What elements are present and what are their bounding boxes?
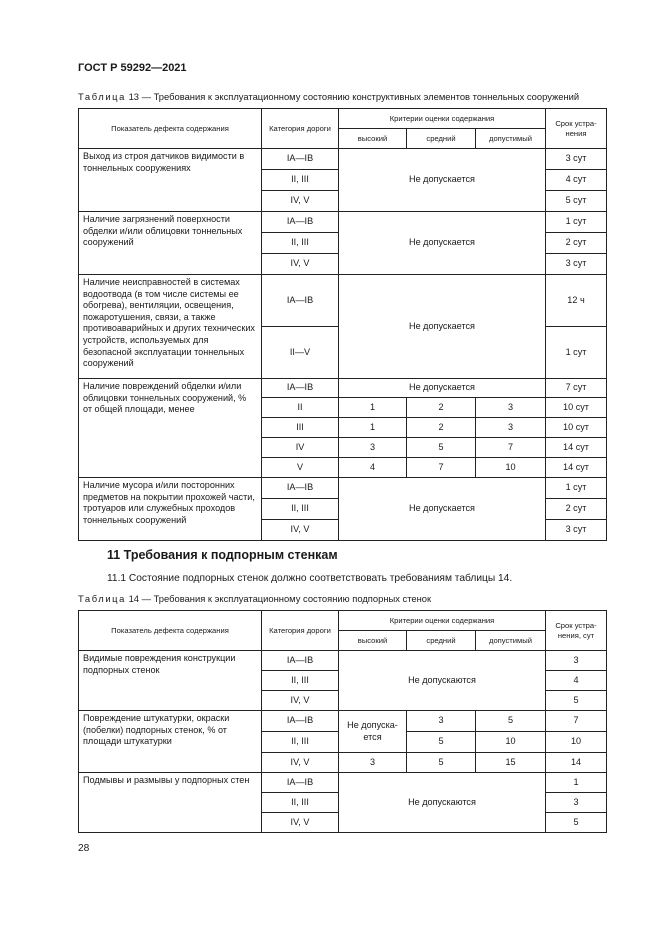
category-cell: III [262, 418, 339, 438]
acceptable-cell: 5 [476, 711, 546, 732]
term-cell: 5 [546, 813, 607, 833]
term-cell: 10 сут [546, 398, 607, 418]
table-row [79, 212, 607, 233]
table-row [79, 651, 607, 671]
header-term: Срок устра-нения, сут [546, 611, 607, 651]
term-cell: 7 сут [546, 379, 607, 398]
table-row [79, 275, 607, 327]
term-cell: 2 сут [546, 233, 607, 254]
category-cell: II [262, 398, 339, 418]
header-criteria: Критерии оценки содержания [339, 611, 546, 631]
medium-cell: 2 [407, 398, 476, 418]
merged-high-cell: Не допуска-ется [339, 711, 407, 753]
term-cell: 1 сут [546, 212, 607, 233]
table-14-caption [78, 593, 431, 604]
category-cell: II, III [262, 793, 339, 813]
defect-name: Выход из строя датчиков видимости в тоннельных сооружениях [79, 149, 262, 212]
category-cell: II, III [262, 732, 339, 753]
category-cell: II, III [262, 671, 339, 691]
header-defect: Показатель дефекта содержания [79, 611, 262, 651]
header-medium: средний [407, 129, 476, 149]
medium-cell: 5 [407, 732, 476, 753]
high-cell: 3 [339, 438, 407, 458]
category-cell: II—V [262, 327, 339, 379]
acceptable-cell: 3 [476, 398, 546, 418]
header-category: Категория дороги [262, 611, 339, 651]
term-cell: 4 [546, 671, 607, 691]
table-row [79, 478, 607, 499]
term-cell: 10 сут [546, 418, 607, 438]
term-cell: 12 ч [546, 275, 607, 327]
category-cell: V [262, 458, 339, 478]
category-cell: II, III [262, 499, 339, 520]
category-cell: IA—IB [262, 275, 339, 327]
caption-label: Таблица [78, 91, 126, 102]
category-cell: IV, V [262, 520, 339, 541]
caption-text: 13 — Требования к эксплуатационному состоянию конструктивных элементов тоннельных сооружений [125, 91, 580, 102]
medium-cell: 2 [407, 418, 476, 438]
category-cell: IV, V [262, 691, 339, 711]
category-cell: IV, V [262, 753, 339, 773]
defect-name: Наличие загрязнений поверхности обделки и/или облицовки тоннельных сооружений [79, 212, 262, 275]
term-cell: 1 сут [546, 327, 607, 379]
defect-name: Видимые повреждения конструкции подпорных стенок [79, 651, 262, 711]
high-cell: 1 [339, 398, 407, 418]
section-title: 11 Требования к подпорным стенкам [107, 548, 338, 562]
merged-criteria-cell: Не допускается [339, 379, 546, 398]
defect-name: Наличие мусора и/или посторонних предметов на покрытии прохожей части, тротуаров или служебных проходов тоннельных сооружений [79, 478, 262, 541]
table-row [79, 149, 607, 170]
high-cell: 1 [339, 418, 407, 438]
category-cell: IV [262, 438, 339, 458]
term-cell: 3 [546, 793, 607, 813]
defect-name: Наличие повреждений обделки и/или облицовки тоннельных сооружений, % от общей площади, менее [79, 379, 262, 478]
acceptable-cell: 10 [476, 732, 546, 753]
acceptable-cell: 7 [476, 438, 546, 458]
term-cell: 5 сут [546, 191, 607, 212]
table-row [79, 711, 607, 732]
table-13-caption [78, 91, 579, 102]
header-acceptable: допустимый [476, 631, 546, 651]
category-cell: IV, V [262, 191, 339, 212]
term-cell: 2 сут [546, 499, 607, 520]
header-medium: средний [407, 631, 476, 651]
term-cell: 1 [546, 773, 607, 793]
header-high: высокий [339, 631, 407, 651]
category-cell: IA—IB [262, 711, 339, 732]
document-code: ГОСТ Р 59292—2021 [78, 62, 187, 74]
term-cell: 5 [546, 691, 607, 711]
medium-cell: 3 [407, 711, 476, 732]
merged-criteria-cell: Не допускаются [339, 651, 546, 711]
merged-criteria-cell: Не допускается [339, 478, 546, 541]
merged-criteria-cell: Не допускается [339, 212, 546, 275]
category-cell: IV, V [262, 254, 339, 275]
merged-criteria-cell: Не допускается [339, 275, 546, 379]
category-cell: IA—IB [262, 212, 339, 233]
medium-cell: 7 [407, 458, 476, 478]
category-cell: IA—IB [262, 651, 339, 671]
section-paragraph: 11.1 Состояние подпорных стенок должно соответствовать требованиям таблицы 14. [107, 573, 513, 584]
high-cell: 3 [339, 753, 407, 773]
table-14 [78, 610, 607, 833]
acceptable-cell: 3 [476, 418, 546, 438]
term-cell: 14 сут [546, 438, 607, 458]
term-cell: 14 сут [546, 458, 607, 478]
header-term: Срок устра-нения [546, 109, 607, 149]
header-category: Категория дороги [262, 109, 339, 149]
acceptable-cell: 15 [476, 753, 546, 773]
caption-label: Таблица [78, 593, 126, 604]
term-cell: 14 [546, 753, 607, 773]
term-cell: 3 сут [546, 254, 607, 275]
page-number: 28 [78, 843, 90, 854]
category-cell: II, III [262, 170, 339, 191]
table-header-row [79, 611, 607, 631]
table-13 [78, 108, 607, 541]
high-cell: 4 [339, 458, 407, 478]
category-cell: IA—IB [262, 773, 339, 793]
header-defect: Показатель дефекта содержания [79, 109, 262, 149]
header-high: высокий [339, 129, 407, 149]
term-cell: 3 сут [546, 149, 607, 170]
category-cell: IA—IB [262, 149, 339, 170]
term-cell: 7 [546, 711, 607, 732]
table-row [79, 379, 607, 398]
term-cell: 3 [546, 651, 607, 671]
header-acceptable: допустимый [476, 129, 546, 149]
table-row [79, 773, 607, 793]
category-cell: II, III [262, 233, 339, 254]
medium-cell: 5 [407, 753, 476, 773]
acceptable-cell: 10 [476, 458, 546, 478]
defect-name: Повреждение штукатурки, окраски (побелки) подпорных стенок, % от площади штукатурки [79, 711, 262, 773]
defect-name: Наличие неисправностей в системах водоотвода (в том числе системы ее обогрева), вентиляции, освещения, пожаротушения, связи, а также противоаварийных и других технических устройств, используемых для безопасной эксплуатации тоннельных сооружений [79, 275, 262, 379]
term-cell: 4 сут [546, 170, 607, 191]
term-cell: 3 сут [546, 520, 607, 541]
category-cell: IA—IB [262, 478, 339, 499]
header-criteria: Критерии оценки содержания [339, 109, 546, 129]
defect-name: Подмывы и размывы у подпорных стен [79, 773, 262, 833]
medium-cell: 5 [407, 438, 476, 458]
category-cell: IA—IB [262, 379, 339, 398]
category-cell: IV, V [262, 813, 339, 833]
merged-criteria-cell: Не допускается [339, 149, 546, 212]
term-cell: 10 [546, 732, 607, 753]
table-header-row [79, 109, 607, 129]
merged-criteria-cell: Не допускаются [339, 773, 546, 833]
term-cell: 1 сут [546, 478, 607, 499]
caption-text: 14 — Требования к эксплуатационному состоянию подпорных стенок [125, 593, 432, 604]
